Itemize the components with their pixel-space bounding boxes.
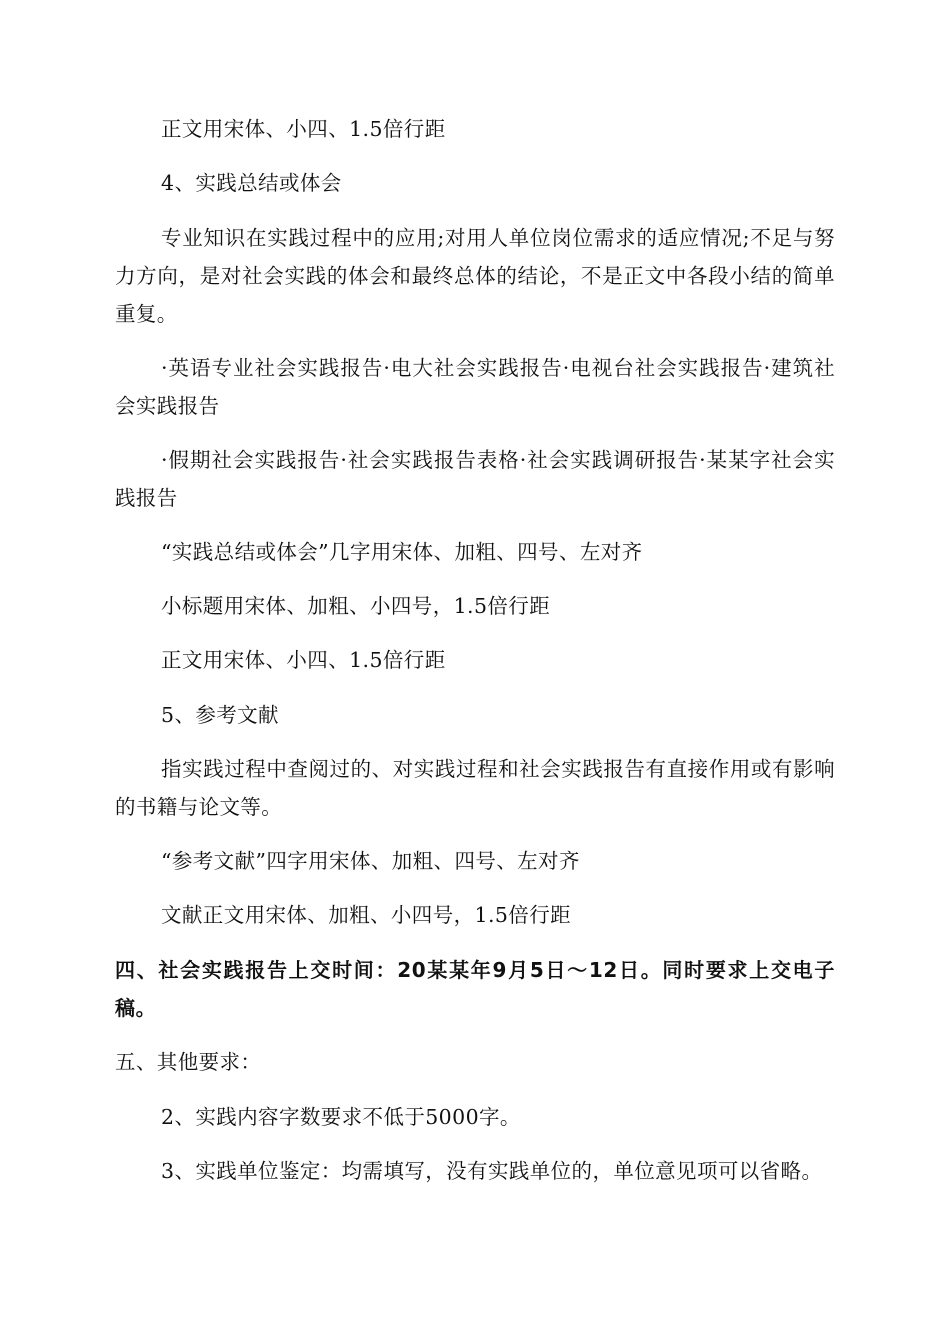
section-heading-summary: 4、实践总结或体会 [161, 171, 342, 195]
paragraph-references-title-spec: “参考文献”四字用宋体、加粗、四号、左对齐 [161, 849, 580, 873]
heading-submission-deadline: 四、社会实践报告上交时间：20某某年9月5日～12日。同时要求上交电子稿。 [115, 958, 835, 1020]
related-links-line-1: ·英语专业社会实践报告·电大社会实践报告·电视台社会实践报告·建筑社会实践报告 [115, 356, 835, 418]
requirement-unit-appraisal: 3、实践单位鉴定：均需填写，没有实践单位的，单位意见项可以省略。 [161, 1159, 823, 1183]
paragraph-references-body-spec: 文献正文用宋体、加粗、小四号，1.5倍行距 [161, 903, 572, 927]
requirement-word-count: 2、实践内容字数要求不低于5000字。 [161, 1105, 521, 1129]
heading-other-requirements: 五、其他要求： [115, 1050, 262, 1074]
related-links-line-2: ·假期社会实践报告·社会实践报告表格·社会实践调研报告·某某字社会实践报告 [115, 448, 835, 510]
paragraph-body-font-spec-2: 正文用宋体、小四、1.5倍行距 [161, 648, 446, 672]
paragraph-subtitle-spec: 小标题用宋体、加粗、小四号，1.5倍行距 [161, 594, 551, 618]
paragraph-summary-description: 专业知识在实践过程中的应用;对用人单位岗位需求的适应情况;不足与努力方向，是对社会实践的体会和最终总体的结论，不是正文中各段小结的简单重复。 [115, 226, 835, 326]
paragraph-body-font-spec: 正文用宋体、小四、1.5倍行距 [161, 117, 446, 141]
paragraph-summary-title-spec: “实践总结或体会”几字用宋体、加粗、四号、左对齐 [161, 540, 643, 564]
paragraph-references-description: 指实践过程中查阅过的、对实践过程和社会实践报告有直接作用或有影响的书籍与论文等。 [115, 757, 835, 819]
section-heading-references: 5、参考文献 [161, 703, 279, 727]
